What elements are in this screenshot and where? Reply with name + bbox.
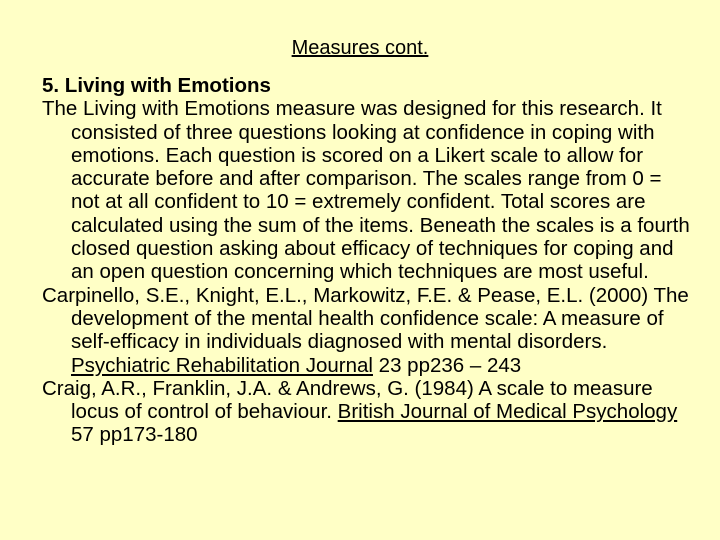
reference-item <box>42 284 692 377</box>
slide-body <box>42 74 692 447</box>
reference-journal: British Journal of Medical Psychology <box>337 400 678 424</box>
reference-journal: Psychiatric Rehabilitation Journal <box>71 353 373 377</box>
slide-title: Measures cont. <box>291 37 429 59</box>
reference-citation: Carpinello, S.E., Knight, E.L., Markowitz, F.E. & Pease, E.L. (2000) The development of the mental health confidence scale: A measure of self-efficacy in individuals diagnosed with mental disorders. <box>42 283 689 354</box>
section-heading: 5. Living with Emotions <box>42 74 271 97</box>
reference-item <box>42 377 692 447</box>
reference-details: 23 pp236 – 243 <box>372 353 522 377</box>
measure-description: The Living with Emotions measure was designed for this research. It consisted of three questions looking at confidence in coping with emotions. Each question is scored on a Likert scale to allow for accurate before and after comparison. The scales range from 0 = not at all confident to 10 = extremely confident. Total scores are calculated using the sum of the items. Beneath the scales is a fourth closed question asking about efficacy of techniques for coping and an open question concerning which techniques are most useful. <box>42 97 690 284</box>
reference-details: 57 pp173-180 <box>71 423 198 447</box>
reference-citation: Craig, A.R., Franklin, J.A. & Andrews, G. (1984) A scale to measure locus of control of behaviour. <box>42 376 653 424</box>
